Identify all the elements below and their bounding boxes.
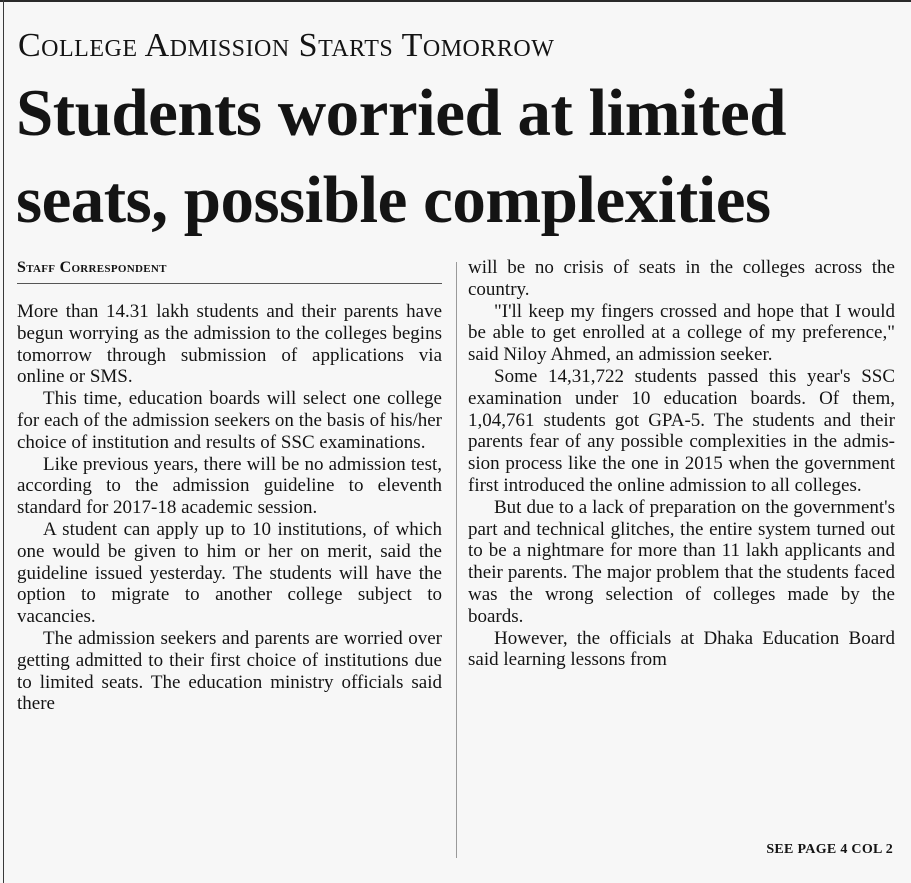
paragraph: More than 14.31 lakh students and their parents have begun worrying as the admission to the colleges begins tomorrow through submission of applications via online or SMS. [17, 301, 442, 388]
paragraph: However, the officials at Dhaka Education Board said learning lessons from [468, 627, 895, 671]
continued-jump-line: SEE PAGE 4 COL 2 [766, 842, 893, 857]
column-1 [17, 301, 442, 715]
paragraph: A student can apply up to 10 institutions, of which one would be given to him or her on merit, said the guideline issued yesterday. The students will have the option to migrate to another college subject to vacancies. [17, 518, 442, 628]
paragraph: This time, education boards will select one college for each of the admission seekers on the basis of his/her choice of institution and results of SSC examinations. [17, 388, 442, 453]
headline [16, 70, 906, 244]
paragraph: But due to a lack of preparation on the government's part and technical glitches, the entire system turned out to be a nightmare for more than 11 lakh applicants and their parents. The major problem that the students faced was the wrong selection of colleges made by the boards. [468, 496, 895, 627]
paragraph: Like previous years, there will be no admission test, according to the admission guideline to eleventh standard for 2017-18 academic session. [17, 453, 442, 519]
headline-line-2: seats, possible complexities [16, 163, 771, 237]
byline-rule [17, 283, 442, 284]
paragraph: The admission seekers and parents are worried over getting admitted to their first choice of institutions due to limited seats. The education ministry officials said there [17, 627, 442, 715]
left-rule [3, 0, 4, 883]
paragraph: "I'll keep my fingers crossed and hope that I would be able to get enrolled at a college of my preference," said Niloy Ahmed, an admission seeker. [468, 300, 895, 366]
column-2 [468, 257, 895, 671]
paragraph: will be no crisis of seats in the colleges across the country. [468, 257, 895, 300]
paragraph: Some 14,31,722 students passed this year's SSC examination under 10 education boards. Of them, 1,04,761 students got GPA-5. The students and their parents fear of any possible complexities in the admission process like the one in 2015 when the government first introduced the online admission to all colleges. [468, 365, 895, 496]
byline: Staff Correspondent [17, 259, 167, 276]
top-rule [0, 0, 911, 2]
column-divider [456, 262, 457, 858]
headline-line-1: Students worried at limited [16, 76, 786, 150]
kicker: College Admission Starts Tomorrow [18, 27, 555, 64]
